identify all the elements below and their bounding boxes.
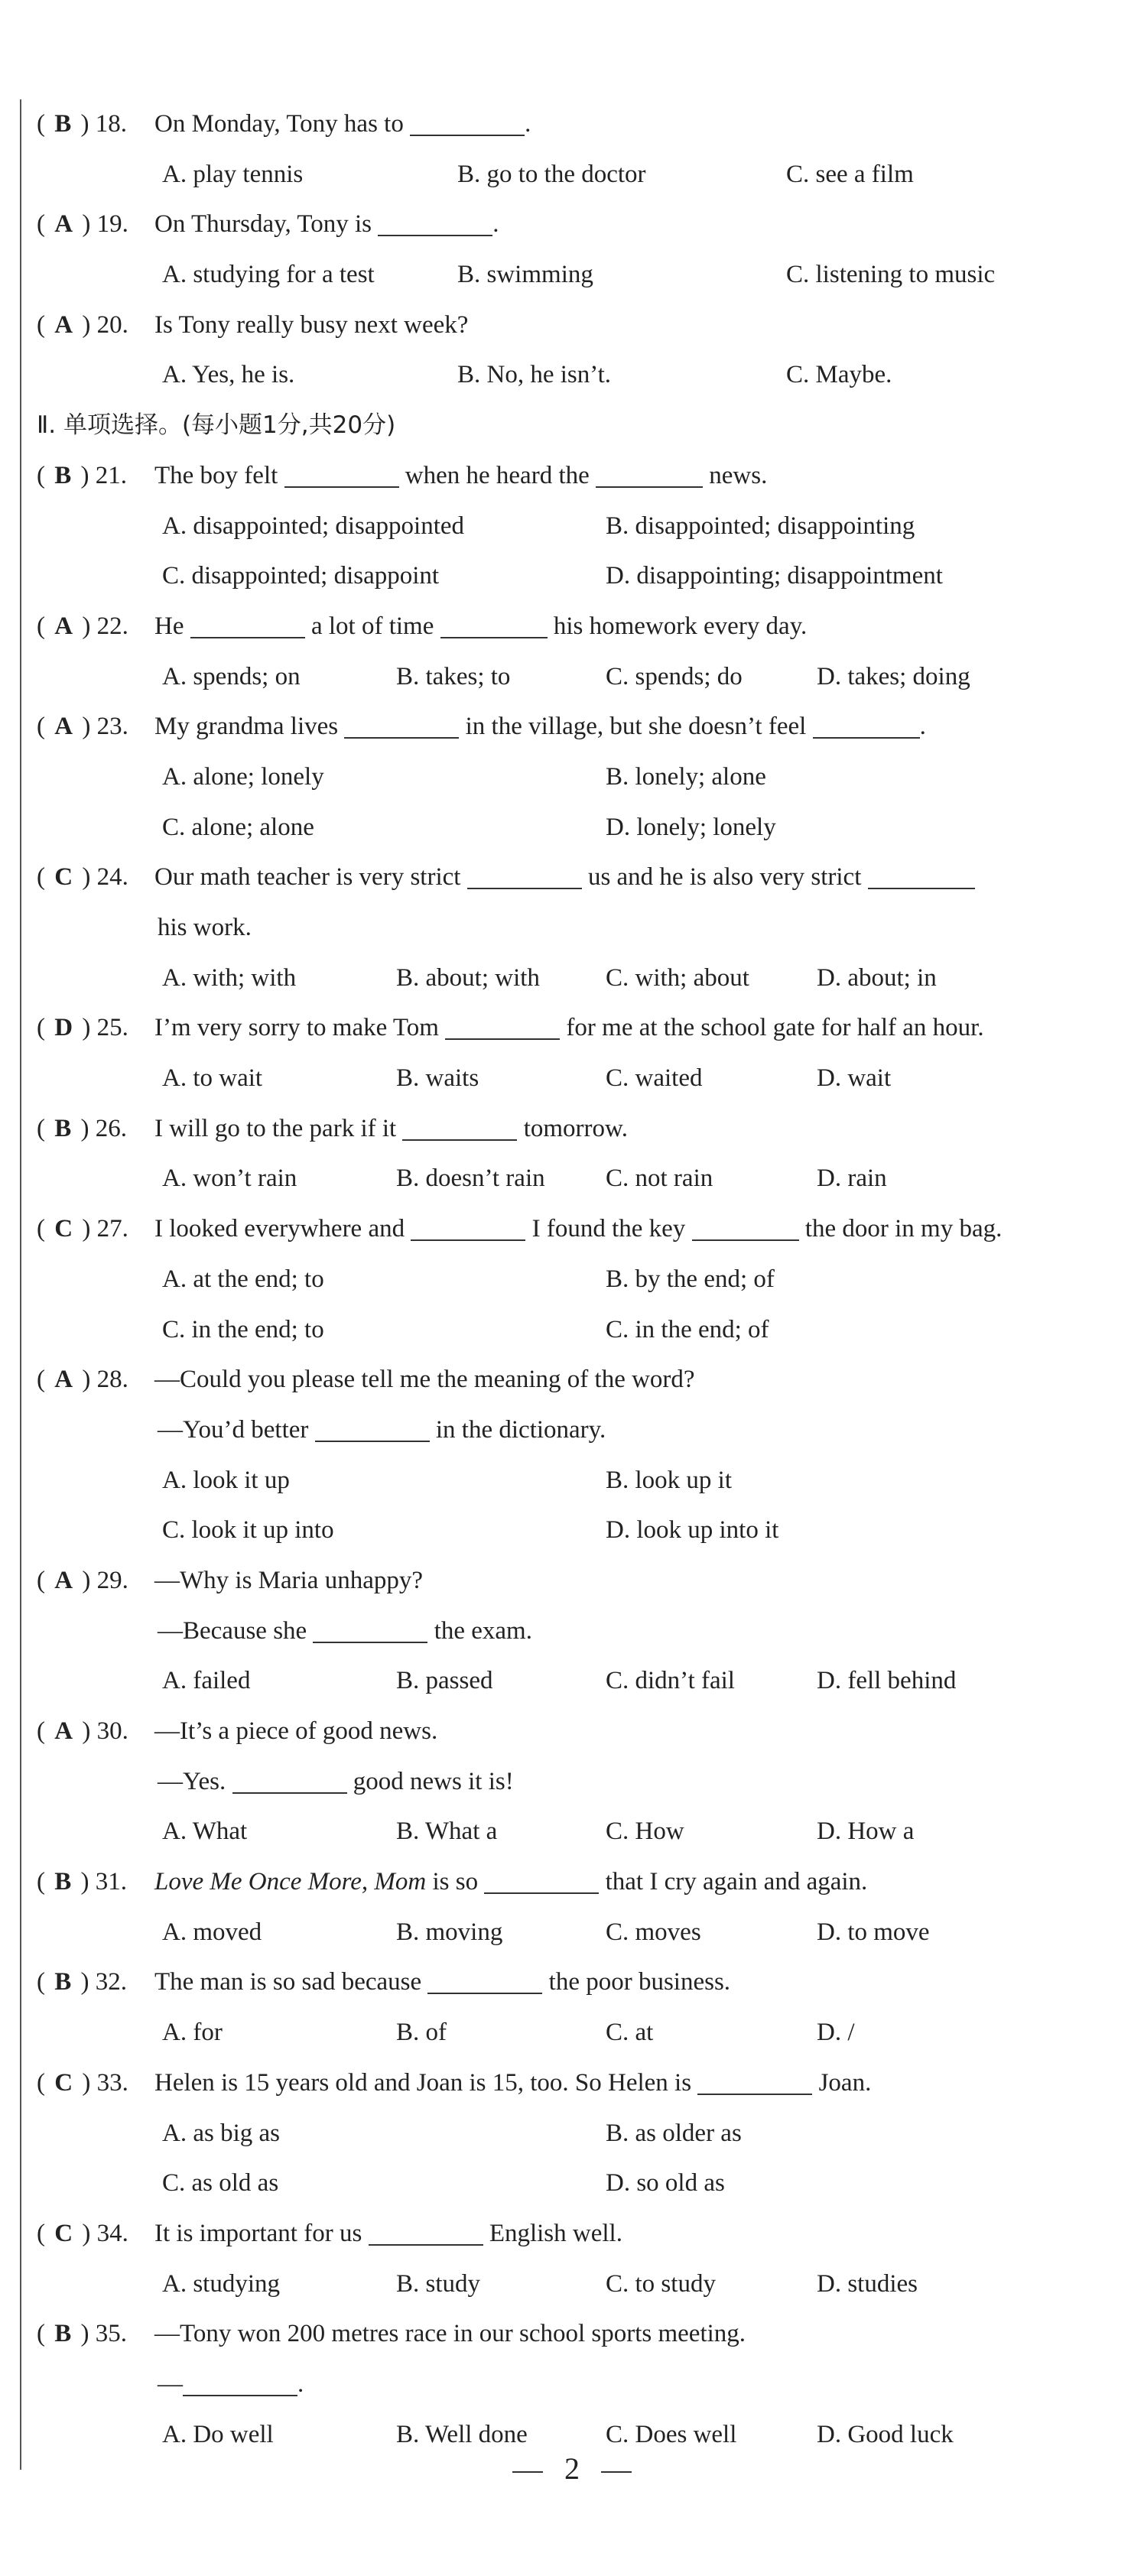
text-segment: On Monday, Tony has to — [154, 110, 411, 138]
answer-bracket: ( D ) 25. — [37, 1014, 128, 1042]
answer-bracket: ( B ) 26. — [37, 1114, 128, 1142]
answer-blank — [313, 1616, 427, 1643]
option: C. as old as — [162, 2169, 279, 2198]
answer-letter: A — [54, 310, 73, 339]
option: A. play tennis — [162, 160, 304, 188]
question-stem — [154, 1204, 1002, 1255]
answer-blank — [692, 1214, 799, 1241]
option: A. alone; lonely — [162, 762, 324, 791]
question-stem — [154, 451, 767, 502]
text-segment: . — [492, 210, 499, 239]
answer-bracket: ( A ) 28. — [37, 1366, 128, 1394]
answer-letter: C — [54, 2219, 73, 2247]
answer-blank — [467, 862, 582, 889]
section-title: Ⅱ. 单项选择。(每小题1分,共20分) — [37, 411, 396, 440]
options-row — [37, 953, 1123, 1004]
options-row — [37, 1807, 1123, 1857]
question-stem — [154, 1707, 437, 1757]
option: C. didn’t fail — [606, 1667, 735, 1695]
question-row — [37, 300, 1123, 351]
options-row — [37, 803, 1123, 853]
text-segment: —It’s a piece of good news. — [154, 1717, 438, 1745]
footer-dash-left — [512, 2471, 543, 2473]
question-row — [37, 200, 1123, 250]
option: C. Does well — [606, 2420, 737, 2448]
option: C. How — [606, 1817, 684, 1846]
question-number: 21. — [95, 461, 128, 489]
answer-blank — [440, 612, 548, 638]
question-row — [37, 1003, 1123, 1054]
question-continuation — [37, 903, 1123, 953]
answer-blank — [697, 2068, 812, 2095]
question-number: 26. — [95, 1114, 128, 1142]
text-segment: —Why is Maria unhappy? — [154, 1566, 423, 1594]
text-segment: The boy felt — [154, 461, 284, 489]
question-row — [37, 2309, 1123, 2360]
options-row — [37, 1506, 1123, 1556]
question-stem — [154, 300, 468, 351]
options-row — [37, 652, 1123, 703]
answer-bracket: ( C ) 34. — [37, 2219, 128, 2247]
text-segment: —Because she — [158, 1616, 314, 1645]
options-row — [37, 1456, 1123, 1506]
text-segment: The man is so sad because — [154, 1968, 428, 1996]
option: D. lonely; lonely — [606, 813, 776, 841]
question-number: 32. — [95, 1968, 128, 1996]
options-row — [37, 551, 1123, 602]
answer-blank — [445, 1013, 560, 1040]
text-segment: the door in my bag. — [798, 1215, 1003, 1243]
response-text — [158, 2360, 304, 2410]
answer-letter: A — [54, 1566, 73, 1594]
question-row — [37, 2058, 1123, 2109]
question-stem — [154, 1104, 628, 1155]
answer-letter: D — [54, 1014, 73, 1042]
question-row — [37, 1957, 1123, 2008]
page-number: 2 — [564, 2451, 580, 2486]
answer-letter: A — [54, 1717, 73, 1745]
option: D. wait — [817, 1064, 892, 1093]
answer-bracket: ( C ) 24. — [37, 863, 128, 892]
answer-letter: A — [54, 713, 73, 741]
text-segment: news. — [703, 461, 768, 489]
text-segment: Helen is 15 years old and Joan is 15, too. So Helen is — [154, 2068, 698, 2097]
question-row — [37, 702, 1123, 752]
option: A. moved — [162, 1918, 262, 1946]
option: B. study — [396, 2269, 481, 2298]
option: B. What a — [396, 1817, 498, 1846]
text-segment: It is important for us — [154, 2219, 369, 2247]
option: B. disappointed; disappointing — [606, 512, 915, 540]
answer-letter: B — [54, 1114, 72, 1142]
response-text — [158, 1405, 606, 1456]
option: B. by the end; of — [606, 1265, 775, 1293]
option: D. disappointing; disappointment — [606, 562, 943, 590]
dialogue-response — [37, 2360, 1123, 2410]
text-segment: I’m very sorry to make Tom — [154, 1014, 446, 1042]
option: D. / — [817, 2019, 855, 2047]
answer-bracket: ( C ) 27. — [37, 1215, 128, 1243]
text-segment: when he heard the — [398, 461, 596, 489]
question-stem — [154, 1857, 867, 1908]
option: C. alone; alone — [162, 813, 314, 841]
question-stem — [154, 99, 531, 150]
answer-blank — [378, 210, 492, 236]
answer-bracket: ( A ) 23. — [37, 713, 128, 741]
question-number: 35. — [95, 2320, 128, 2348]
option: C. to study — [606, 2269, 716, 2298]
option: C. spends; do — [606, 662, 743, 690]
option: C. Maybe. — [786, 361, 892, 389]
option: C. in the end; to — [162, 1315, 324, 1343]
option: B. as older as — [606, 2119, 742, 2147]
text-segment: On Thursday, Tony is — [154, 210, 379, 239]
option: C. see a film — [786, 160, 914, 188]
response-text — [158, 1606, 532, 1657]
answer-blank — [410, 109, 525, 136]
option: C. waited — [606, 1064, 703, 1093]
question-row — [37, 1556, 1123, 1606]
text-segment: . — [525, 110, 531, 138]
answer-letter: A — [54, 210, 73, 239]
text-segment: —Could you please tell me the meaning of the word? — [154, 1366, 695, 1394]
question-number: 19. — [96, 210, 128, 239]
text-segment: in the village, but she doesn’t feel — [459, 713, 813, 741]
options-row — [37, 2259, 1123, 2310]
options-row — [37, 1656, 1123, 1707]
question-stem — [154, 602, 807, 652]
options-row — [37, 1908, 1123, 1958]
option: D. Good luck — [817, 2420, 954, 2448]
question-stem — [154, 2309, 746, 2360]
answer-bracket: ( B ) 35. — [37, 2320, 128, 2348]
option: B. No, he isn’t. — [457, 361, 612, 389]
options-row — [37, 150, 1123, 200]
text-segment: that I cry again and again. — [599, 1868, 868, 1896]
option: A. won’t rain — [162, 1165, 297, 1193]
option: B. waits — [396, 1064, 479, 1093]
option: D. to move — [817, 1918, 930, 1946]
option: B. takes; to — [396, 662, 511, 690]
answer-letter: B — [54, 1868, 72, 1896]
option: C. in the end; of — [606, 1315, 769, 1343]
question-row — [37, 1707, 1123, 1757]
question-number: 18. — [95, 110, 128, 138]
options-row — [37, 1305, 1123, 1356]
options-row — [37, 2008, 1123, 2058]
text-segment: . — [919, 713, 926, 741]
question-stem — [154, 1957, 730, 2008]
continuation-text: his work. — [158, 914, 252, 941]
question-row — [37, 1355, 1123, 1405]
text-segment: —Yes. — [158, 1767, 232, 1795]
question-row — [37, 602, 1123, 652]
option: B. moving — [396, 1918, 503, 1946]
option: B. Well done — [396, 2420, 528, 2448]
text-segment: —Tony won 200 metres race in our school sports meeting. — [154, 2320, 746, 2348]
option: A. to wait — [162, 1064, 263, 1093]
answer-bracket: ( A ) 19. — [37, 210, 128, 239]
option: A. look it up — [162, 1466, 290, 1494]
text-segment: for me at the school gate for half an hour. — [560, 1014, 984, 1042]
text-segment: My grandma lives — [154, 713, 345, 741]
text-segment: Is Tony really busy next week? — [154, 310, 469, 339]
text-segment: I looked everywhere and — [154, 1215, 411, 1243]
text-segment: his homework every day. — [547, 612, 808, 640]
text-segment: the poor business. — [542, 1968, 731, 1996]
option: C. look it up into — [162, 1516, 334, 1545]
question-stem — [154, 853, 975, 903]
option: A. Do well — [162, 2420, 274, 2448]
answer-blank — [484, 1867, 599, 1894]
page-footer — [0, 2451, 1144, 2487]
option: B. doesn’t rain — [396, 1165, 545, 1193]
question-number: 30. — [96, 1717, 128, 1745]
text-segment: the exam. — [427, 1616, 532, 1645]
question-row — [37, 99, 1123, 150]
answer-letter: B — [54, 110, 72, 138]
dialogue-response — [37, 1405, 1123, 1456]
answer-blank — [868, 862, 975, 889]
text-segment: is so — [426, 1868, 485, 1896]
answer-blank — [190, 612, 305, 638]
option: B. swimming — [457, 261, 593, 289]
answer-blank — [344, 712, 459, 739]
response-text — [158, 1757, 514, 1808]
answer-letter: B — [54, 1968, 72, 1996]
question-row — [37, 1857, 1123, 1908]
answer-blank — [411, 1214, 525, 1241]
answer-blank — [369, 2219, 483, 2246]
text-segment: . — [297, 2370, 304, 2398]
text-segment: tomorrow. — [517, 1114, 628, 1142]
question-number: 25. — [96, 1014, 128, 1042]
option: A. spends; on — [162, 662, 301, 690]
option: C. with; about — [606, 963, 749, 992]
answer-blank — [284, 461, 399, 488]
text-segment: Joan. — [812, 2068, 872, 2097]
options-row — [37, 250, 1123, 300]
answer-bracket: ( B ) 18. — [37, 110, 128, 138]
text-segment: in the dictionary. — [429, 1415, 606, 1444]
answer-bracket: ( A ) 20. — [37, 310, 128, 339]
question-list — [37, 99, 1123, 2460]
answer-bracket: ( A ) 22. — [37, 612, 128, 640]
option: B. of — [396, 2019, 447, 2047]
text-segment: I found the key — [525, 1215, 692, 1243]
question-number: 34. — [96, 2219, 128, 2247]
answer-bracket: ( B ) 21. — [37, 461, 128, 489]
text-segment: —You’d better — [158, 1415, 315, 1444]
question-stem — [154, 1003, 984, 1054]
question-row — [37, 451, 1123, 502]
option: D. about; in — [817, 963, 937, 992]
option: A. Yes, he is. — [162, 361, 295, 389]
question-stem — [154, 2058, 871, 2109]
option: D. look up into it — [606, 1516, 779, 1545]
answer-letter: A — [54, 1366, 73, 1394]
option: B. go to the doctor — [457, 160, 646, 188]
question-stem — [154, 1556, 423, 1606]
option: A. at the end; to — [162, 1265, 324, 1293]
text-segment: — — [158, 2370, 183, 2398]
question-row — [37, 853, 1123, 903]
question-row — [37, 2209, 1123, 2259]
answer-letter: B — [54, 2320, 72, 2348]
option: C. at — [606, 2019, 654, 2047]
answer-blank — [402, 1114, 517, 1141]
answer-letter: C — [54, 1215, 73, 1243]
question-stem — [154, 2209, 622, 2259]
text-segment: Our math teacher is very strict — [154, 863, 467, 892]
question-row — [37, 1204, 1123, 1255]
question-number: 23. — [96, 713, 128, 741]
answer-letter: B — [54, 461, 72, 489]
option: A. for — [162, 2019, 223, 2047]
answer-blank — [596, 461, 703, 488]
question-number: 27. — [96, 1215, 128, 1243]
option: A. studying for a test — [162, 261, 375, 289]
option: C. moves — [606, 1918, 701, 1946]
text-segment: a lot of time — [304, 612, 440, 640]
option: D. takes; doing — [817, 662, 970, 690]
options-row — [37, 2109, 1123, 2159]
option: A. failed — [162, 1667, 251, 1695]
option: D. How a — [817, 1817, 915, 1846]
option: B. about; with — [396, 963, 540, 992]
binding-margin-line — [20, 99, 21, 2470]
answer-blank — [813, 712, 920, 739]
italic-title: Love Me Once More, Mom — [154, 1868, 427, 1896]
option: C. not rain — [606, 1165, 713, 1193]
answer-blank — [427, 1967, 542, 1994]
options-row — [37, 752, 1123, 803]
question-number: 24. — [96, 863, 128, 892]
answer-bracket: ( B ) 32. — [37, 1968, 128, 1996]
text-segment: I will go to the park if it — [154, 1114, 403, 1142]
options-row — [37, 1054, 1123, 1104]
answer-bracket: ( C ) 33. — [37, 2068, 128, 2097]
option: D. studies — [817, 2269, 918, 2298]
question-number: 33. — [96, 2068, 128, 2097]
text-segment: good news it is! — [346, 1767, 514, 1795]
option: D. so old as — [606, 2169, 725, 2198]
option: C. listening to music — [786, 261, 996, 289]
answer-letter: A — [54, 612, 73, 640]
question-row — [37, 1104, 1123, 1155]
option: B. look up it — [606, 1466, 733, 1494]
section-heading — [37, 401, 1123, 451]
answer-bracket: ( B ) 31. — [37, 1868, 128, 1896]
option: A. What — [162, 1817, 248, 1846]
option: B. lonely; alone — [606, 762, 766, 791]
text-segment: English well. — [483, 2219, 622, 2247]
question-stem — [154, 200, 499, 250]
option: A. with; with — [162, 963, 297, 992]
dialogue-response — [37, 1606, 1123, 1657]
options-row — [37, 1154, 1123, 1204]
question-number: 28. — [96, 1366, 128, 1394]
option: A. studying — [162, 2269, 281, 2298]
option: D. fell behind — [817, 1667, 957, 1695]
dialogue-response — [37, 1757, 1123, 1808]
question-number: 31. — [95, 1868, 128, 1896]
footer-dash-right — [601, 2471, 632, 2473]
option: B. passed — [396, 1667, 493, 1695]
options-row — [37, 350, 1123, 401]
answer-bracket: ( A ) 30. — [37, 1717, 128, 1745]
options-row — [37, 502, 1123, 552]
question-number: 20. — [96, 310, 128, 339]
question-stem — [154, 1355, 695, 1405]
option: C. disappointed; disappoint — [162, 562, 440, 590]
text-segment: He — [154, 612, 190, 640]
answer-blank — [183, 2370, 297, 2396]
answer-blank — [315, 1415, 430, 1442]
answer-blank — [232, 1767, 347, 1794]
answer-bracket: ( A ) 29. — [37, 1566, 128, 1594]
options-row — [37, 2159, 1123, 2209]
option: D. rain — [817, 1165, 887, 1193]
question-number: 22. — [96, 612, 128, 640]
answer-letter: C — [54, 863, 73, 892]
option: A. disappointed; disappointed — [162, 512, 465, 540]
question-number: 29. — [96, 1566, 128, 1594]
question-stem — [154, 702, 926, 752]
options-row — [37, 1255, 1123, 1305]
text-segment: us and he is also very strict — [581, 863, 868, 892]
answer-letter: C — [54, 2068, 73, 2097]
option: A. as big as — [162, 2119, 280, 2147]
